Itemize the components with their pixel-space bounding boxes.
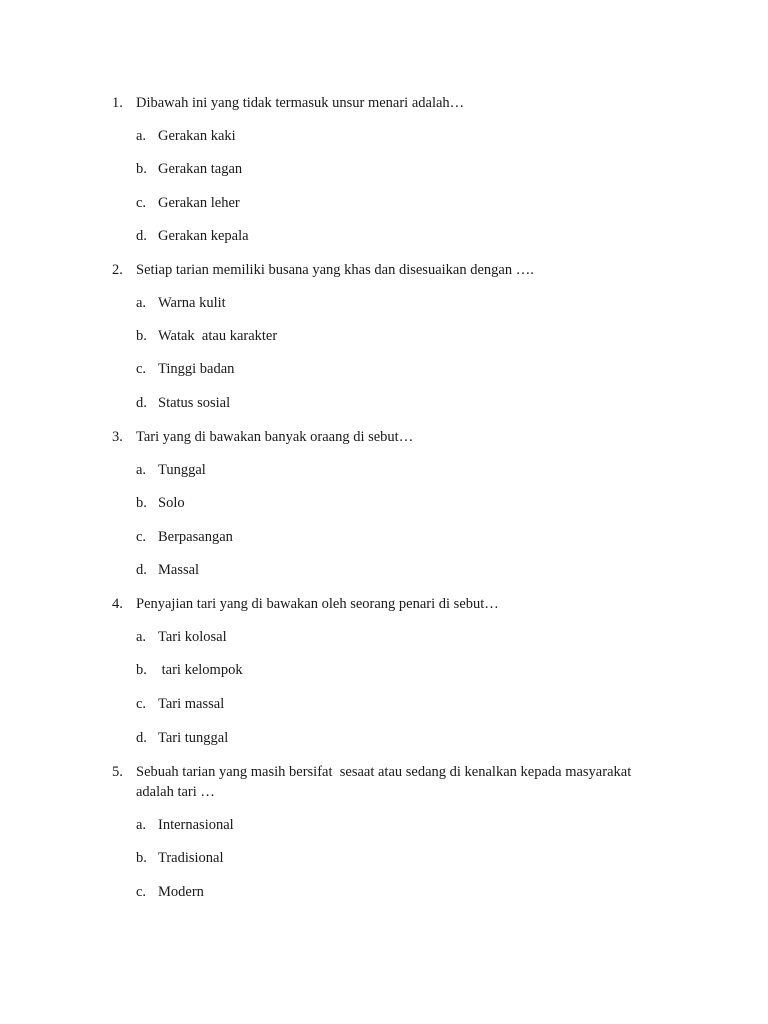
question-number: 4. <box>112 596 123 612</box>
question-text: Penyajian tari yang di bawakan oleh seorang penari di sebut… <box>136 596 499 612</box>
option-text: Gerakan leher <box>158 195 240 211</box>
option-text: Gerakan kaki <box>158 128 236 144</box>
option-letter: a. <box>136 295 147 311</box>
option-letter: b. <box>136 495 147 511</box>
question-number: 2. <box>112 262 123 278</box>
option-text: Gerakan tagan <box>158 161 243 177</box>
option-text: Tinggi badan <box>158 361 235 377</box>
option-letter: d. <box>136 562 147 578</box>
option-letter: c. <box>136 529 147 545</box>
question-3 <box>112 427 672 447</box>
option-text: Watak atau karakter <box>158 328 278 344</box>
option-letter: d. <box>136 228 147 244</box>
option-letter: d. <box>136 730 147 746</box>
question-1 <box>112 93 672 113</box>
question-text: Dibawah ini yang tidak termasuk unsur menari adalah… <box>136 95 465 111</box>
option-text: Status sosial <box>158 395 231 411</box>
option-text: Tari tunggal <box>158 730 229 746</box>
option-text: Tari kolosal <box>158 629 227 645</box>
option-letter: b. <box>136 662 147 678</box>
question-number: 1. <box>112 95 123 111</box>
option-text: Tunggal <box>158 462 206 478</box>
option-letter: a. <box>136 462 147 478</box>
option-text: Internasional <box>158 817 234 833</box>
question-text: Tari yang di bawakan banyak oraang di sebut… <box>136 429 414 445</box>
option-text: tari kelompok <box>158 662 243 678</box>
question-2 <box>112 260 672 280</box>
option-letter: d. <box>136 395 147 411</box>
option-letter: b. <box>136 850 147 866</box>
question-number: 3. <box>112 429 123 445</box>
option-text: Modern <box>158 884 204 900</box>
question-text: Setiap tarian memiliki busana yang khas dan disesuaikan dengan …. <box>136 262 534 278</box>
option-letter: c. <box>136 195 147 211</box>
option-text: Warna kulit <box>158 295 226 311</box>
option-letter: b. <box>136 161 147 177</box>
option-text: Solo <box>158 495 185 511</box>
question-4 <box>112 594 672 614</box>
question-number: 5. <box>112 764 123 780</box>
option-text: Tari massal <box>158 696 225 712</box>
option-text: Tradisional <box>158 850 224 866</box>
question-5 <box>112 762 672 802</box>
option-letter: c. <box>136 361 147 377</box>
option-letter: b. <box>136 328 147 344</box>
option-text: Massal <box>158 562 200 578</box>
option-letter: a. <box>136 629 147 645</box>
question-text: Sebuah tarian yang masih bersifat sesaat atau sedang di kenalkan kepada masyarakat adalah tari … <box>136 764 635 800</box>
option-letter: a. <box>136 817 147 833</box>
option-text: Berpasangan <box>158 529 233 545</box>
option-text: Gerakan kepala <box>158 228 249 244</box>
option-letter: a. <box>136 128 147 144</box>
option-letter: c. <box>136 884 147 900</box>
option-letter: c. <box>136 696 147 712</box>
option-5c <box>136 882 204 962</box>
